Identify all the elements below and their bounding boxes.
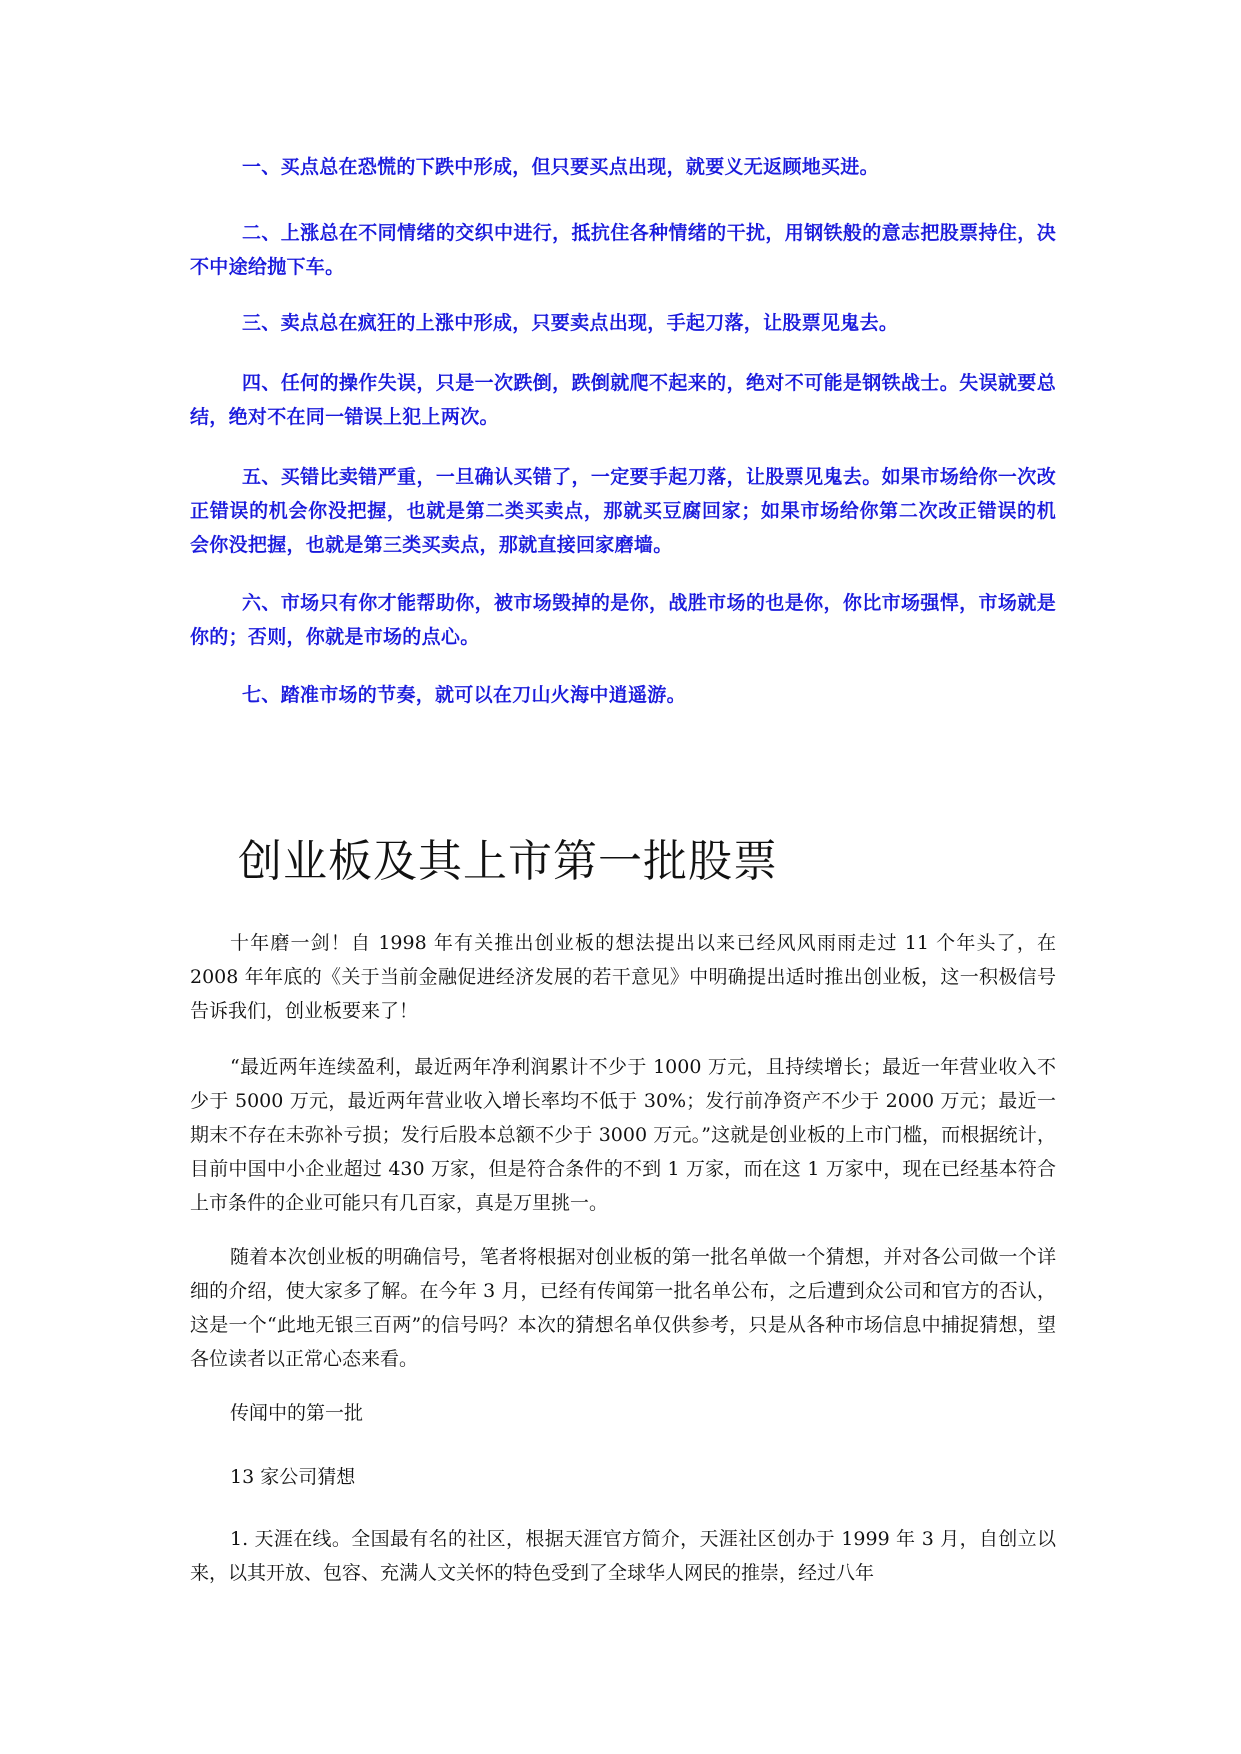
article-subheading-guess: 13 家公司猜想 bbox=[230, 1466, 356, 1488]
rule-1: 一、买点总在恐慌的下跌中形成，但只要买点出现，就要义无返顾地买进。 bbox=[242, 156, 879, 178]
article-title: 创业板及其上市第一批股票 bbox=[238, 836, 778, 887]
article-paragraph-2: “最近两年连续盈利，最近两年净利润累计不少于 1000 万元，且持续增长；最近一年营业收入不少于 5000 万元，最近两年营业收入增长率均不低于 30%；发行前净资产不少于 2000 万元；最近一期末不存在未弥补亏损；发行后股本总额不少于 3000 万元。”这就是创业板的上市门槛，而根据统计，目前中国中小企业超过 430 万家，但是符合条件的不到 1 万家，而在这 1 万家中，现在已经基本符合上市条件的企业可能只有几百家，真是万里挑一。 bbox=[190, 1056, 1056, 1214]
article-paragraph-tianya: 1. 天涯在线。全国最有名的社区，根据天涯官方简介，天涯社区创办于 1999 年 3 月，自创立以来，以其开放、包容、充满人文关怀的特色受到了全球华人网民的推崇，经过八年 bbox=[190, 1528, 1056, 1584]
rule-2: 二、上涨总在不同情绪的交织中进行，抵抗住各种情绪的干扰，用钢铁般的意志把股票持住，决不中途给抛下车。 bbox=[190, 222, 1056, 278]
rule-3: 三、卖点总在疯狂的上涨中形成，只要卖点出现，手起刀落，让股票见鬼去。 bbox=[242, 312, 899, 334]
rule-6: 六、市场只有你才能帮助你，被市场毁掉的是你，战胜市场的也是你，你比市场强悍，市场就是你的；否则，你就是市场的点心。 bbox=[190, 592, 1056, 648]
rule-4: 四、任何的操作失误，只是一次跌倒，跌倒就爬不起来的，绝对不可能是钢铁战士。失误就要总结，绝对不在同一错误上犯上两次。 bbox=[190, 372, 1056, 428]
article-subheading-rumor: 传闻中的第一批 bbox=[230, 1402, 364, 1424]
rule-7: 七、踏准市场的节奏，就可以在刀山火海中逍遥游。 bbox=[242, 684, 686, 706]
rule-5: 五、买错比卖错严重，一旦确认买错了，一定要手起刀落，让股票见鬼去。如果市场给你一次改正错误的机会你没把握，也就是第二类买卖点，那就买豆腐回家；如果市场给你第二次改正错误的机会你没把握，也就是第三类买卖点，那就直接回家磨墙。 bbox=[190, 466, 1056, 556]
article-paragraph-3: 随着本次创业板的明确信号，笔者将根据对创业板的第一批名单做一个猜想，并对各公司做一个详细的介绍，使大家多了解。在今年 3 月，已经有传闻第一批名单公布，之后遭到众公司和官方的否认，这是一个“此地无银三百两”的信号吗？本次的猜想名单仅供参考，只是从各种市场信息中捕捉猜想，望各位读者以正常心态来看。 bbox=[190, 1246, 1056, 1370]
article-paragraph-1: 十年磨一剑！自 1998 年有关推出创业板的想法提出以来已经风风雨雨走过 11 个年头了，在 2008 年年底的《关于当前金融促进经济发展的若干意见》中明确提出适时推出创业板，这一积极信号告诉我们，创业板要来了！ bbox=[190, 932, 1056, 1022]
